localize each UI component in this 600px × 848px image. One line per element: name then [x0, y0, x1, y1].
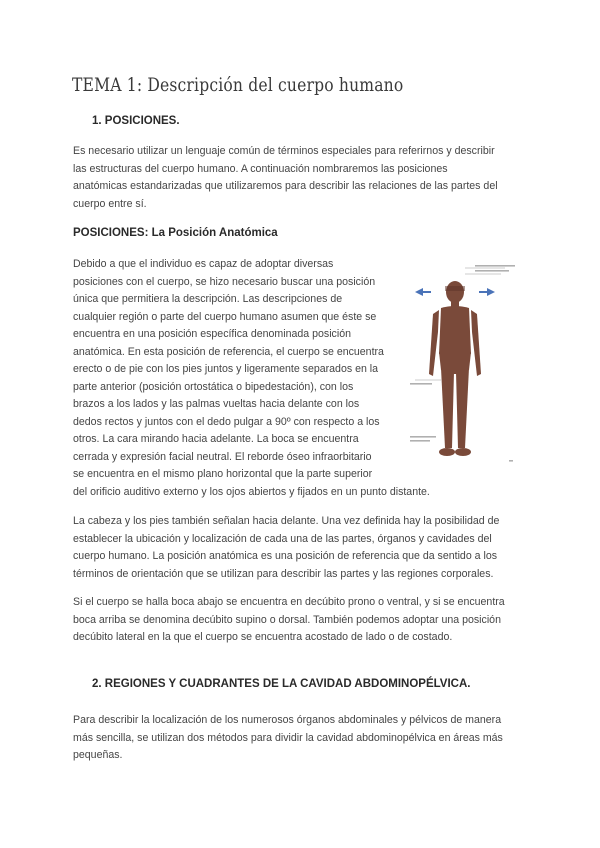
subheading-posicion-anatomica: POSICIONES: La Posición Anatómica	[73, 227, 278, 239]
text-line: cuerpo entre sí.	[73, 197, 147, 210]
text-line: se encuentra en el mismo plano horizontal que la parte superior	[73, 468, 373, 480]
text-line: más sencilla, se utilizan dos métodos para dividir la cavidad abdominopélvica en áreas más	[73, 731, 503, 744]
text-line: La cabeza y los pies también señalan hacia delante. Una vez definida hay la posibilidad de	[73, 515, 500, 527]
text-line: Es necesario utilizar un lenguaje común de términos especiales para referirnos y describir	[73, 145, 495, 157]
text-line: brazos a los lados y las palmas vueltas hacia delante con los	[73, 398, 360, 410]
regions-intro-paragraph	[73, 712, 503, 765]
human-body	[429, 281, 481, 456]
anatomical-position-paragraph	[73, 256, 430, 501]
text-line: Si el cuerpo se halla boca abajo se encuentra en decúbito prono o ventral, y si se encuentra	[73, 596, 505, 608]
anatomical-position-figure	[405, 262, 517, 472]
text-line: Para describir la localización de los numerosos órganos abdominales y pélvicos de manera	[73, 714, 502, 726]
text-line: Debido a que el individuo es capaz de adoptar diversas	[73, 258, 334, 270]
text-line: encuentra en una posición específica denominada posición	[73, 328, 351, 340]
text-line: parte anterior (posición ortostática o bipedestación), con los	[73, 380, 354, 393]
text-line: cuerpo humano. La posición anatómica es una posición de referencia que da sentido a los	[73, 550, 498, 562]
text-line: pequeñas.	[73, 749, 123, 761]
text-line: términos de orientación que se utilizan para describir las partes y las regiones corporales.	[73, 567, 494, 580]
text-line: posiciones con el cuerpo, se hizo necesario buscar una posición	[73, 275, 376, 288]
text-line: del orificio auditivo externo y los ojos abiertos y fijados en un punto distante.	[73, 485, 430, 498]
decubito-paragraph	[73, 594, 505, 647]
head-feet-paragraph	[73, 513, 499, 583]
text-line: otros. La cara mirando hacia adelante. La boca se encuentra	[73, 433, 359, 445]
text-line: única que permitiera la descripción. Las descripciones de	[73, 293, 343, 305]
section-heading-regiones: 2. REGIONES Y CUADRANTES DE LA CAVIDAD ABDOMINOPÉLVICA.	[92, 678, 471, 690]
text-line: cualquier región o parte del cuerpo humano asumen que éste se	[73, 310, 377, 323]
text-line: decúbito lateral en la que el cuerpo se encuentra acostado de lado o de costado.	[73, 631, 453, 643]
text-line: anatómica. En esta posición de referencia, el cuerpo se encuentra	[73, 345, 384, 358]
text-line: erecto o de pie con los pies juntos y ligeramente separados en la	[73, 363, 379, 375]
intro-paragraph	[73, 143, 498, 213]
text-line: dedos rectos y juntos con el dedo pulgar a 90º con respecto a los	[73, 415, 380, 428]
text-line: cerrada y expresión facial neutral. El reborde óseo infraorbitario	[73, 450, 372, 463]
text-line: boca arriba se denomina decúbito supino o dorsal. También podemos adoptar una posición	[73, 613, 501, 626]
text-line: establecer la ubicación y localización de cada una de las partes, órganos y cavidades del	[73, 532, 492, 545]
text-line: anatómicas estandarizadas que utilizaremos para describir las relaciones de las partes del	[73, 180, 498, 192]
section-heading-posiciones: 1. POSICIONES.	[92, 115, 180, 127]
page-title: TEMA 1: Descripción del cuerpo humano	[72, 74, 404, 96]
text-line: las estructuras del cuerpo humano. A continuación nombraremos las posiciones	[73, 162, 448, 175]
